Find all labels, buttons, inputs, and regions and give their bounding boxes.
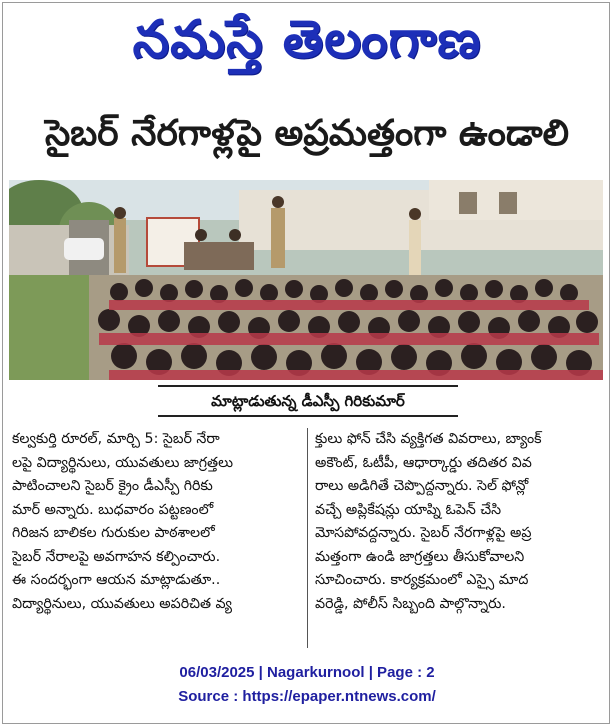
article-headline: సైబర్ నేరగాళ్లపై అప్రమత్తంగా ఉండాలి: [45, 113, 569, 154]
article-line: వరెడ్డి, పోలీస్ సిబ్బంది పాల్గొన్నారు.: [315, 595, 506, 612]
article-line: మార్ అన్నారు. బుధవారం పట్టణంలో: [12, 501, 214, 518]
column-divider: [307, 428, 308, 648]
article-line: మోసపోవద్దన్నారు. సైబర్ నేరగాళ్లపై అప్ర: [315, 525, 532, 541]
footer-source-line: Source : https://epaper.ntnews.com/: [178, 688, 436, 705]
article-line: రాలు అడిగితే చెప్పొద్దన్నారు. సెల్ ఫోన్లో: [315, 478, 529, 494]
newspaper-masthead: నమస్తే తెలంగాణ: [132, 10, 482, 70]
photo-illustration: [9, 180, 603, 380]
article-line: లపై విద్యార్థినులు, యువతులు జాగ్రత్తలు: [12, 454, 234, 471]
article-line: అకౌంట్, ఓటీపీ, ఆధార్కార్డు తదితర వివ: [315, 454, 532, 471]
article-line: సూచించారు. కార్యక్రమంలో ఎస్సై మాద: [315, 572, 529, 588]
article-column-right: [315, 428, 602, 648]
article-line: సైబర్ నేరాలపై అవగాహన కల్పించారు.: [12, 548, 221, 565]
article-line: క్తులు ఫోన్ చేసి వ్యక్తిగత వివరాలు, బ్యాంక్: [315, 431, 542, 447]
footer-date-line: 06/03/2025 | Nagarkurnool | Page : 2: [179, 664, 435, 681]
article-line: మత్తంగా ఉండి జాగ్రత్తలు తీసుకోవాలని: [315, 548, 525, 565]
article-line: పాటించాలని సైబర్ క్రైం డీఎస్పీ గిరికు: [12, 478, 213, 494]
article-body: [12, 428, 602, 648]
photo-caption: మాట్లాడుతున్న డీఎస్పీ గిరికుమార్: [158, 385, 458, 417]
article-line: ఈ సందర్భంగా ఆయన మాట్లాడుతూ..: [12, 572, 221, 588]
article-line: గిరిజన బాలికల గురుకుల పాఠశాలలో: [12, 525, 215, 541]
article-photo: [9, 180, 603, 380]
article-line: విద్యార్థినులు, యువతులు అపరిచిత వ్య: [12, 595, 232, 612]
article-column-left: [12, 428, 299, 648]
article-line: వచ్చే అప్లికేషన్లు యాప్ని ఓపెన్ చేసి: [315, 501, 502, 518]
article-line: కల్వకుర్తి రూరల్, మార్చి 5: సైబర్ నేరా: [12, 431, 220, 447]
